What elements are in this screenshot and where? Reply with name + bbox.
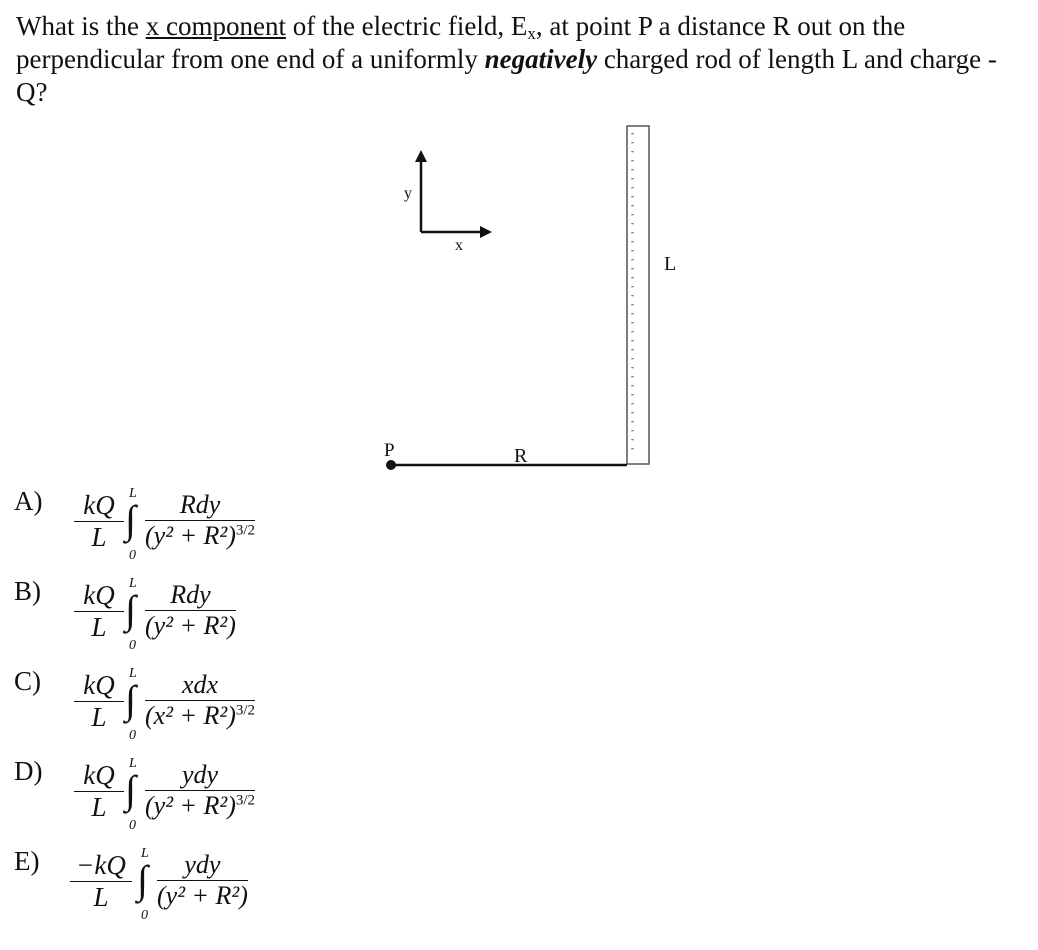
negative-charge-mark: - [631,299,634,309]
negative-charge-mark: - [631,227,634,237]
point-p-dot [386,460,396,470]
negative-charge-mark: - [631,371,634,381]
negative-charge-mark: - [631,326,634,336]
lower-limit: 0 [141,908,148,923]
negative-charge-mark: - [631,335,634,345]
lower-limit: 0 [129,548,136,563]
negative-charge-mark: - [631,398,634,408]
integrand-fraction: xdx $(x^2 + R^2)^{3/2}$ [145,670,256,730]
negative-charge-mark: - [631,191,634,201]
negative-charge-mark: - [631,164,634,174]
question-text: What is the x component of the electric field, $E_x$, at point P a distance R out on the perpendicular from one end of a uniformly negatively charged rod of length L and charge -Q? [16,11,997,107]
negative-charge-mark: - [631,272,634,282]
integral-sign-icon: ∫ [125,767,136,812]
answer-choice-a[interactable] [14,486,314,572]
negative-charge-mark: - [631,362,634,372]
emphasis-negatively: negatively [484,44,598,74]
negative-charge-mark: - [631,209,634,219]
negative-charge-mark: - [631,137,634,147]
upper-limit: L [129,576,137,591]
upper-limit: L [129,666,137,681]
coefficient-fraction: $\frac{kQ}{L}$ [74,670,124,733]
negative-charge-mark: - [631,344,634,354]
upper-limit: L [129,756,137,771]
negative-charge-mark: - [631,416,634,426]
axes-icon [415,150,492,238]
negative-charge-mark: - [631,254,634,264]
answer-choice-e[interactable] [14,846,314,932]
choice-letter: E) [14,846,40,876]
answer-choice-d[interactable] [14,756,314,842]
negative-charge-mark: - [631,263,634,273]
negative-charge-mark: - [631,182,634,192]
point-p-label: P [384,440,395,461]
negative-charge-mark: - [631,353,634,363]
negative-charge-mark: - [631,443,634,453]
answer-choice-b[interactable] [14,576,314,662]
negative-charge-mark: - [631,380,634,390]
choice-letter: A) [14,486,43,516]
negative-charge-mark: - [631,389,634,399]
choice-letter: C) [14,666,41,696]
coefficient-fraction: $\frac{-kQ}{L}$ [70,850,132,913]
underlined-phrase: x component [145,11,286,41]
negative-charge-mark: - [631,407,634,417]
rod-length-label: L [664,253,677,275]
upper-limit: L [141,846,149,861]
distance-label: R [514,445,528,467]
choice-letter: D) [14,756,43,786]
answer-choice-c[interactable] [14,666,314,752]
negative-charge-mark: - [631,425,634,435]
negative-charge-mark: - [631,218,634,228]
negative-charge-mark: - [631,155,634,165]
integrand-fraction: ydy $(y^2 + R^2)^{3/2}$ [145,760,256,820]
integral-sign-icon: ∫ [125,587,136,632]
integral-sign-icon: ∫ [125,677,136,722]
negative-charge-mark: - [631,290,634,300]
integral-sign-icon: ∫ [125,497,136,542]
negative-charge-mark: - [631,236,634,246]
negative-charge-mark: - [631,434,634,444]
negative-charge-mark: - [631,200,634,210]
coefficient-fraction: $\frac{kQ}{L}$ [74,490,124,553]
negative-charge-mark: - [631,146,634,156]
integrand-fraction: Rdy $(y^2 + R^2)^{3/2}$ [145,490,256,550]
integrand-fraction: ydy (y² + R²) [157,850,248,910]
integral-sign-icon: ∫ [137,857,148,902]
choice-letter: B) [14,576,41,606]
negative-charge-mark: - [631,173,634,183]
negative-charge-mark: - [631,308,634,318]
lower-limit: 0 [129,818,136,833]
coefficient-fraction: $\frac{kQ}{L}$ [74,580,124,643]
lower-limit: 0 [129,728,136,743]
x-axis-label: x [455,237,463,254]
lower-limit: 0 [129,638,136,653]
negative-charge-mark: - [631,317,634,327]
negative-charge-mark: - [631,245,634,255]
rod-charge-marks [631,128,634,453]
y-axis-label: y [404,185,412,202]
integrand-fraction: Rdy (y² + R²) [145,580,236,640]
upper-limit: L [129,486,137,501]
negative-charge-mark: - [631,128,634,138]
negative-charge-mark: - [631,281,634,291]
coefficient-fraction: $\frac{kQ}{L}$ [74,760,124,823]
